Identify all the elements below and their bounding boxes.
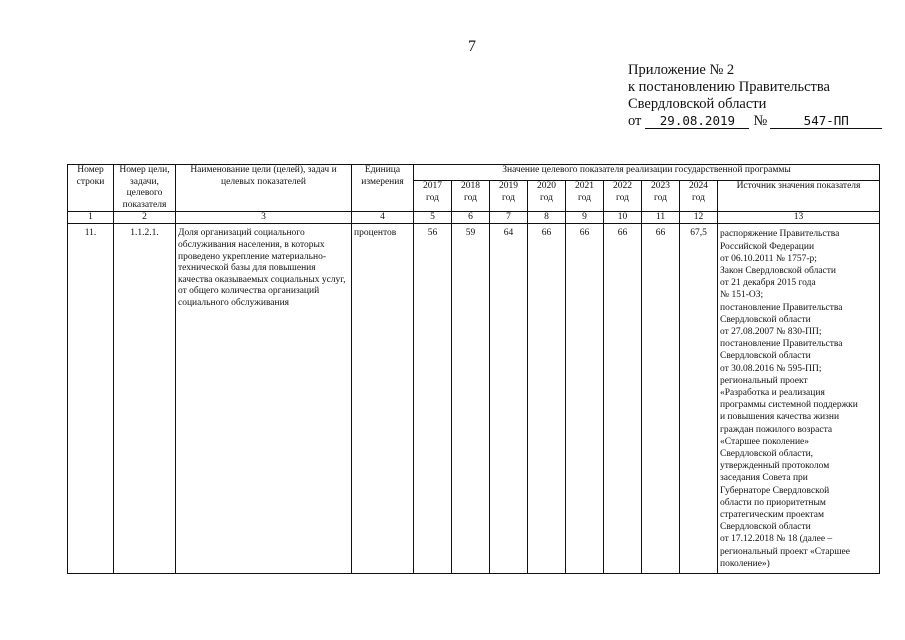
appendix-date-row [628, 113, 882, 130]
header-source: Источник значения показателя [718, 181, 880, 212]
header-year: 2019 год [490, 181, 528, 212]
appendix-title: Приложение № 2 [628, 62, 735, 78]
source-line: региональный проект [720, 375, 808, 386]
source-line: Свердловской области [720, 351, 811, 362]
source-line: поколение») [720, 558, 770, 569]
column-index: 12 [680, 212, 718, 224]
indicators-table [67, 164, 880, 574]
column-index: 8 [528, 212, 566, 224]
source-line: от 06.10.2011 № 1757-р; [720, 253, 817, 264]
source-line: Российской Федерации [720, 241, 815, 252]
source-line: Свердловской области [720, 522, 811, 533]
value-2018: 59 [452, 224, 490, 574]
source-line: распоряжение Правительства [720, 229, 840, 240]
source-line: от 30.08.2016 № 595-ПП; [720, 363, 822, 374]
header-year: 2024 год [680, 181, 718, 212]
resolution-number: 547-ПП [770, 114, 882, 129]
indicator-name: Доля организаций социального обслуживания населения, в которых проведено укрепление материально-технической базы для повышения качества оказываемых социальных услуг, от общего количества организаций социального обслуживания [176, 224, 352, 574]
goal-number: 1.1.2.1. [114, 224, 176, 574]
source-line: Свердловской области, [720, 449, 814, 460]
source-line: от 27.08.2007 № 830-ПП; [720, 327, 822, 337]
column-index-row [68, 212, 880, 224]
header-year: 2023 год [642, 181, 680, 212]
column-index: 1 [68, 212, 114, 224]
source-line: заседания Совета при [720, 473, 808, 484]
column-index: 7 [490, 212, 528, 224]
column-index: 5 [414, 212, 452, 224]
source-line: Губернаторе Свердловской [720, 485, 830, 496]
source-line: постановление Правительства [720, 302, 843, 313]
table-row [68, 224, 880, 574]
row-number: 11. [68, 224, 114, 574]
page-number: 7 [468, 38, 476, 55]
column-index: 9 [566, 212, 604, 224]
column-index: 3 [176, 212, 352, 224]
value-2022: 66 [604, 224, 642, 574]
header-year: 2022 год [604, 181, 642, 212]
value-2017: 56 [414, 224, 452, 574]
resolution-date: 29.08.2019 [645, 114, 749, 129]
header-goal-number: Номер цели, задачи, целевого показателя [114, 165, 176, 212]
appendix-line-2: к постановлению Правительства [628, 79, 830, 95]
source-line: постановление Правительства [720, 339, 843, 350]
header-row-number: Номер строки [68, 165, 114, 212]
appendix-header [628, 62, 882, 130]
from-label: от [628, 113, 642, 129]
source-line: утвержденный протоколом [720, 461, 830, 472]
header-name: Наименование цели (целей), задач и целевых показателей [176, 165, 352, 212]
header-year: 2021 год [566, 181, 604, 212]
source-line: стратегическим проектам [720, 510, 824, 521]
source-cell [718, 224, 880, 574]
column-index: 13 [718, 212, 880, 224]
header-year: 2018 год [452, 181, 490, 212]
appendix-line-3: Свердловской области [628, 96, 767, 112]
header-unit: Единица измерения [352, 165, 414, 212]
column-index: 4 [352, 212, 414, 224]
number-label: № [753, 113, 768, 129]
source-line: «Старшее поколение» [720, 436, 810, 447]
source-line: Закон Свердловской области [720, 265, 836, 276]
header-year: 2017 год [414, 181, 452, 212]
column-index: 10 [604, 212, 642, 224]
source-line: № 151-ОЗ; [720, 290, 764, 301]
unit: процентов [352, 224, 414, 574]
header-year: 2020 год [528, 181, 566, 212]
source-line: от 21 декабря 2015 года [720, 278, 816, 289]
source-line: области по приоритетным [720, 497, 826, 508]
value-2024: 67,5 [680, 224, 718, 574]
source-line: региональный проект «Старшее [720, 546, 850, 557]
column-index: 11 [642, 212, 680, 224]
column-index: 2 [114, 212, 176, 224]
header-row-1 [68, 165, 880, 181]
source-line: от 17.12.2018 № 18 (далее – [720, 534, 833, 545]
header-values-group: Значение целевого показателя реализации государственной программы [414, 165, 880, 181]
value-2019: 64 [490, 224, 528, 574]
source-line: и повышения качества жизни [720, 412, 840, 423]
value-2023: 66 [642, 224, 680, 574]
value-2021: 66 [566, 224, 604, 574]
column-index: 6 [452, 212, 490, 224]
source-line: граждан пожилого возраста [720, 424, 833, 435]
source-line: программы системной поддержки [720, 400, 858, 411]
source-line: «Разработка и реализация [720, 388, 825, 399]
value-2020: 66 [528, 224, 566, 574]
source-line: Свердловской области [720, 314, 811, 325]
